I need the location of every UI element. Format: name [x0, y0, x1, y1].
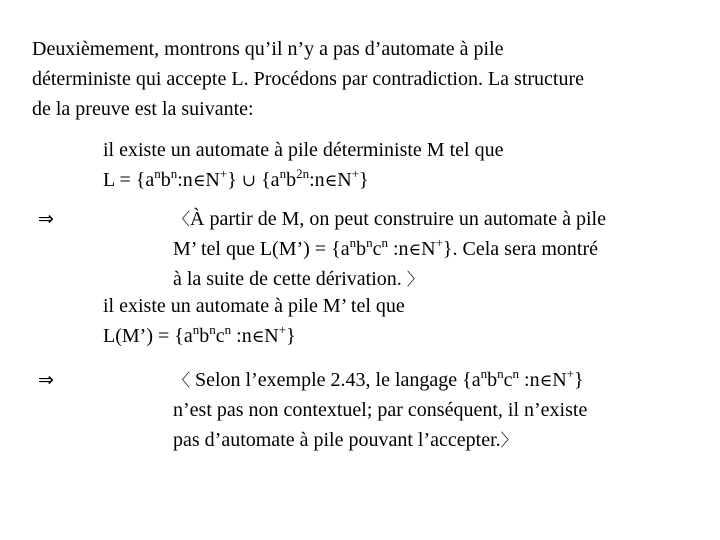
intro-line-1: Deuxièmement, montrons qu’il n’y a pas d’automate à pile: [32, 38, 504, 60]
claim-pda-m-prime: [103, 293, 405, 353]
intro-line-3: de la preuve est la suivante:: [32, 98, 254, 120]
intro-line-2: déterministe qui accepte L. Procédons par contradiction. La structure: [32, 68, 585, 90]
claim2-line-1: il existe un automate à pile M’ tel que: [103, 295, 405, 317]
union-symbol: ∪: [241, 171, 257, 191]
note2-line-1: 〈 Selon l’exemple 2.43, le langage {$a^nb^nc^n$ :n∈N+}: [173, 366, 584, 391]
intro-paragraph: [32, 36, 584, 126]
implies-arrow-icon: ⇒: [38, 208, 54, 230]
note-construction: [173, 206, 606, 296]
claim-deterministic-pda: [103, 137, 503, 197]
implies-arrow-icon: ⇒: [38, 369, 54, 391]
angle-close-icon: 〉: [406, 270, 424, 290]
claim1-formula: $L = \{a^nb^n:n\in N^+\}$ ∪ $\{a^nb^{2n}:n\in N^+\}$: [103, 166, 369, 191]
note1-line-3: à la suite de cette dérivation. 〉: [173, 268, 424, 290]
element-of-symbol: ∈: [192, 171, 206, 191]
note1-line-2: M’ tel que L(M’) = {$a^nb^nc^n$ :n∈N+}. Cela sera montré: [173, 235, 599, 260]
note2-line-2: n’est pas non contextuel; par conséquent, il n’existe: [173, 399, 588, 421]
note1-line-1: 〈À partir de M, on peut construire un automate à pile: [173, 208, 606, 230]
note2-line-3: pas d’automate à pile pouvant l’accepter.〉: [173, 429, 518, 451]
angle-open-icon: 〈: [173, 371, 190, 391]
claim1-line-1: il existe un automate à pile déterministe M tel que: [103, 139, 504, 161]
angle-close-icon: 〉: [500, 431, 518, 451]
note-example-2-43: [173, 367, 587, 457]
claim2-line-2: L(M’) = {$a^nb^nc^n$ :n∈N+}: [103, 322, 296, 347]
angle-open-icon: 〈: [173, 210, 190, 230]
